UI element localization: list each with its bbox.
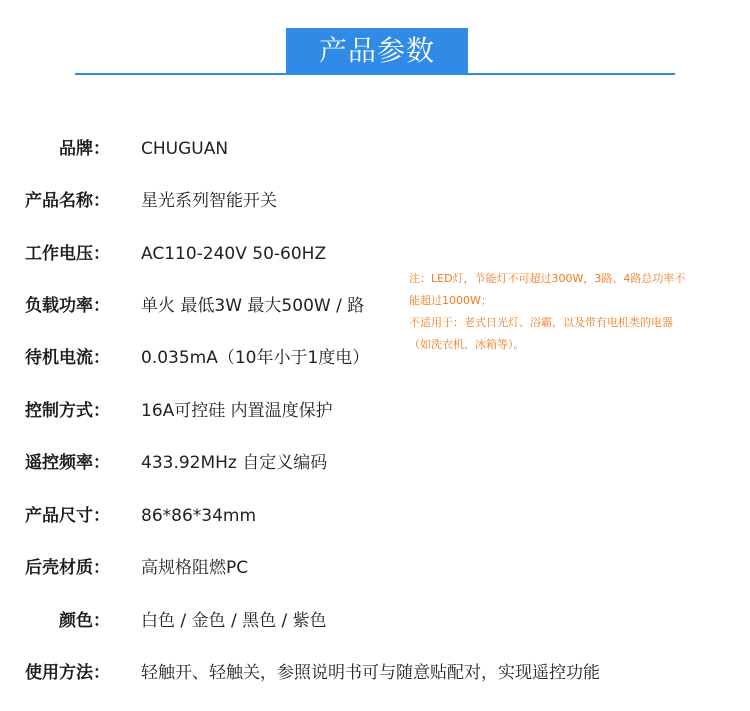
spec-row-remote-frequency [0, 448, 750, 478]
spec-label: 后壳材质： [25, 558, 110, 578]
spec-label: 遥控频率： [25, 453, 110, 473]
spec-row-shell-material [0, 553, 750, 583]
spec-value: 高规格阻燃PC [141, 558, 249, 578]
spec-row-brand [0, 134, 750, 164]
section-title: 产品参数 [286, 28, 468, 74]
spec-label: 产品尺寸： [25, 506, 110, 526]
spec-row-voltage [0, 239, 750, 269]
spec-label: 控制方式： [25, 401, 110, 421]
note-line: （如洗衣机、冰箱等）。 [409, 338, 525, 351]
spec-value: 星光系列智能开关 [141, 191, 277, 211]
spec-label: 待机电流： [25, 348, 110, 368]
spec-value: 轻触开、轻触关，参照说明书可与随意贴配对，实现遥控功能 [141, 663, 600, 683]
note-line: 能超过1000W； [409, 294, 492, 307]
spec-label: 颜色： [59, 611, 110, 631]
spec-label: 工作电压： [25, 244, 110, 264]
spec-value: 白色 / 金色 / 黑色 / 紫色 [141, 611, 327, 631]
note-line: 不适用于：老式日光灯、浴霸，以及带有电机类的电器 [409, 316, 673, 329]
spec-value: 16A可控硅 内置温度保护 [141, 401, 333, 421]
spec-value: 0.035mA（10年小于1度电） [141, 348, 370, 368]
spec-label: 品牌： [59, 139, 110, 159]
spec-value: CHUGUAN [141, 139, 229, 159]
spec-row-control-mode [0, 396, 750, 426]
spec-row-dimensions [0, 501, 750, 531]
spec-row-product-name [0, 186, 750, 216]
note-line: 注：LED灯，节能灯不可超过300W，3路、4路总功率不 [409, 272, 686, 285]
spec-value: 86*86*34mm [141, 506, 257, 526]
spec-value: 单火 最低3W 最大500W / 路 [141, 296, 365, 316]
power-note [409, 268, 729, 356]
spec-label: 负载功率： [25, 296, 110, 316]
spec-label: 产品名称： [25, 191, 110, 211]
spec-value: 433.92MHz 自定义编码 [141, 453, 328, 473]
spec-row-color [0, 606, 750, 636]
spec-row-usage [0, 658, 750, 688]
spec-value: AC110-240V 50-60HZ [141, 244, 327, 264]
spec-label: 使用方法： [25, 663, 110, 683]
